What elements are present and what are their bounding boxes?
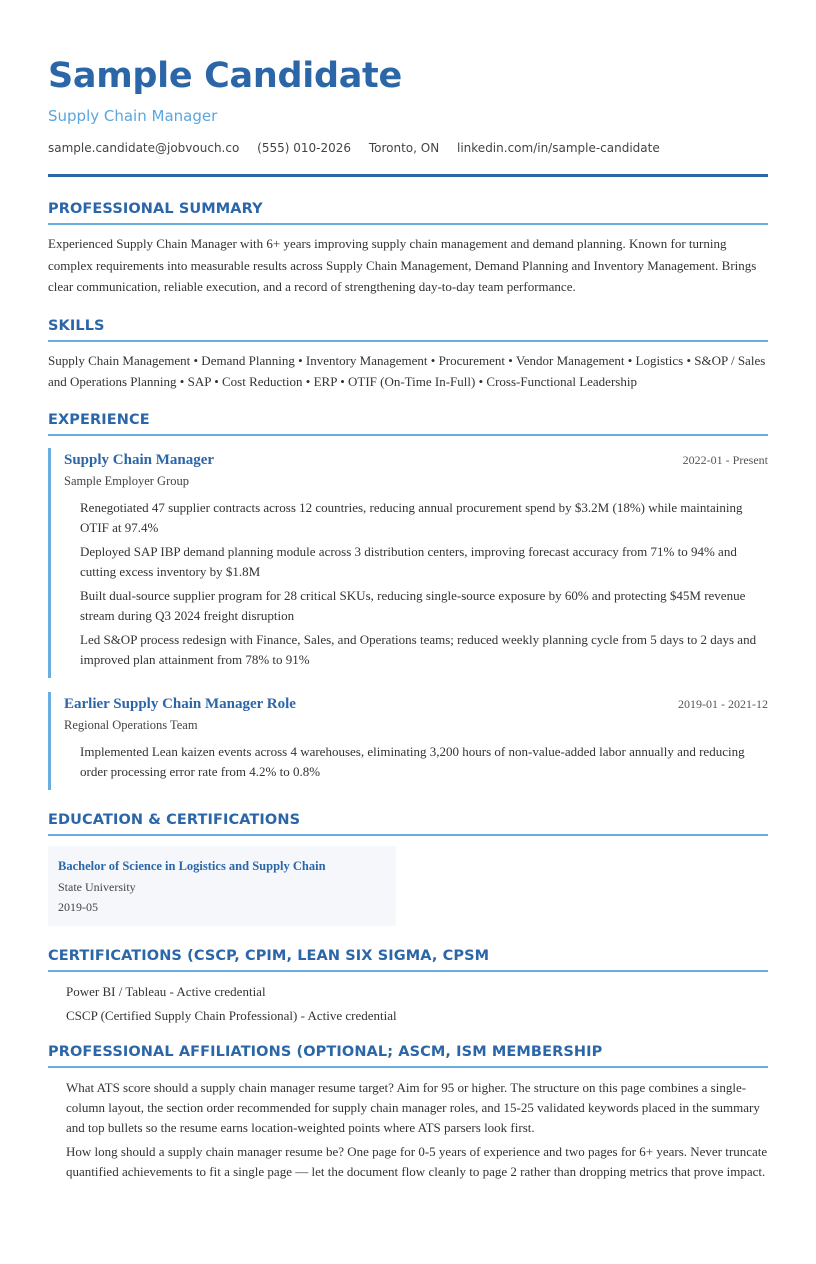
job-bullet: Led S&OP process redesign with Finance, Sales, and Operations teams; reduced weekly planning cycle from 5 days to 2 days and improved plan attainment from 78% to 91% <box>80 631 757 667</box>
section-heading-summary: PROFESSIONAL SUMMARY <box>48 199 768 225</box>
affiliation-item: What ATS score should a supply chain manager resume target? Aim for 95 or higher. The structure on this page combines a single-column layout, the section order recommended for supply chain manager roles, and 15-25 validated keywords placed in the summary and top bullets so the resume earns location-weighted points where ATS parsers look first. <box>66 1079 760 1135</box>
certifications-section <box>48 946 768 1026</box>
contact-email[interactable]: sample.candidate@jobvouch.co <box>48 141 240 155</box>
section-heading-experience: EXPERIENCE <box>48 410 768 436</box>
job-bullet: Renegotiated 47 supplier contracts across 12 countries, reducing annual procurement spend by $3.2M (18%) while maintaining OTIF at 97.4% <box>80 499 743 535</box>
education-school: State University <box>58 879 136 894</box>
resume-header <box>48 54 768 177</box>
affiliations-section <box>48 1042 768 1182</box>
job-bullet: Built dual-source supplier program for 28 critical SKUs, reducing single-source exposure by 60% and protecting $45M revenue stream during Q3 2024 freight disruption <box>80 587 746 623</box>
certification-item: CSCP (Certified Supply Chain Professional) - Active credential <box>66 1007 397 1023</box>
skills-section <box>48 316 768 392</box>
resume-page <box>48 0 768 1182</box>
job-bullet: Deployed SAP IBP demand planning module across 3 distribution centers, improving forecast accuracy from 71% to 94% and cutting excess inventory by $1.8M <box>80 543 737 579</box>
job-company: Regional Operations Team <box>64 717 198 732</box>
contact-linkedin[interactable]: linkedin.com/in/sample-candidate <box>457 141 660 155</box>
job-dates: 2019-01 - 2021-12 <box>678 696 768 711</box>
affiliation-item: How long should a supply chain manager resume be? One page for 0-5 years of experience and two pages for 6+ years. Never truncate quantified achievements to fit a single page — let the document flow cleanly to page 2 rather than dropping metrics that prove impact. <box>66 1143 768 1179</box>
section-heading-skills: SKILLS <box>48 316 768 342</box>
candidate-title: Supply Chain Manager <box>48 107 218 125</box>
job-bullet: Implemented Lean kaizen events across 4 warehouses, eliminating 3,200 hours of non-value-added labor annually and reducing order processing error rate from 4.2% to 0.8% <box>80 743 745 779</box>
affiliations-list <box>48 1078 768 1182</box>
summary-text: Experienced Supply Chain Manager with 6+ years improving supply chain management and demand planning. Known for turning complex requirements into measurable results across Supply Chain Management, Demand Planning and Inventory Management. Brings clear communication, reliable execution, and a record of strengthening day-to-day team performance. <box>48 236 757 294</box>
job-title: Earlier Supply Chain Manager Role <box>64 695 296 712</box>
job-entry <box>48 448 768 678</box>
section-heading-education: EDUCATION & CERTIFICATIONS <box>48 810 768 836</box>
certification-item: Power BI / Tableau - Active credential <box>66 983 266 999</box>
job-header <box>64 448 768 471</box>
job-dates: 2022-01 - Present <box>682 452 768 467</box>
candidate-name: Sample Candidate <box>48 56 402 96</box>
skills-text: Supply Chain Management • Demand Planning • Inventory Management • Procurement • Vendor Management • Logistics • S&OP / Sales and Operations Planning • SAP • Cost Reduction • ERP • OTIF (On-Time In-Full) • Cross-Functional Leadership <box>48 352 766 389</box>
education-degree: Bachelor of Science in Logistics and Supply Chain <box>58 858 326 873</box>
job-bullets <box>64 742 768 782</box>
job-entry <box>48 692 768 790</box>
header-divider <box>48 174 768 177</box>
education-section <box>48 810 768 926</box>
education-card <box>48 846 396 926</box>
job-bullets <box>64 498 768 670</box>
education-date: 2019-05 <box>58 899 98 914</box>
section-heading-certifications: CERTIFICATIONS (CSCP, CPIM, LEAN SIX SIGMA, CPSM <box>48 946 768 972</box>
certifications-list <box>48 982 768 1026</box>
summary-section <box>48 199 768 298</box>
job-company: Sample Employer Group <box>64 473 189 488</box>
section-heading-affiliations: PROFESSIONAL AFFILIATIONS (OPTIONAL; ASCM, ISM MEMBERSHIP <box>48 1042 768 1068</box>
contact-line <box>48 140 768 156</box>
job-header <box>64 692 768 715</box>
experience-section <box>48 410 768 790</box>
contact-location: Toronto, ON <box>368 141 440 155</box>
contact-phone: (555) 010-2026 <box>257 141 351 155</box>
job-title: Supply Chain Manager <box>64 451 215 468</box>
